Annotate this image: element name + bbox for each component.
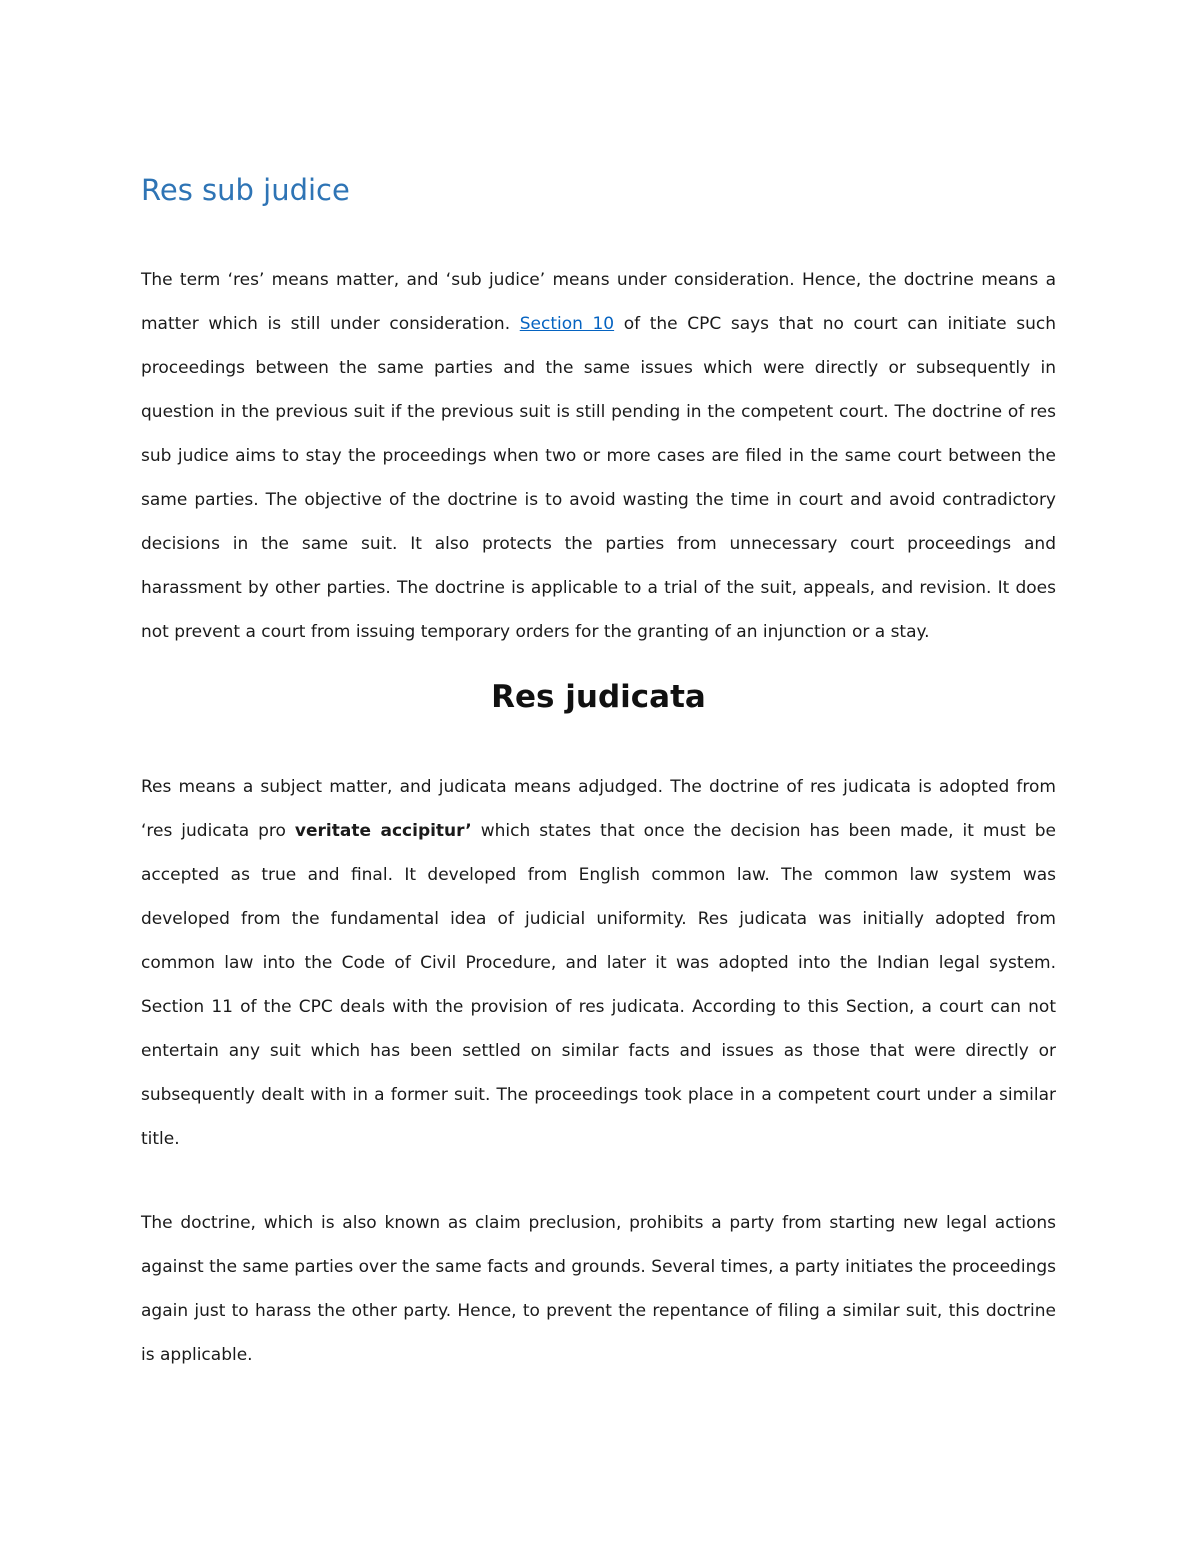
paragraph-text: which states that once the decision has been made, it must be accepted as true and final. It developed from English common law. The common law system was developed from the fundamental idea of judicial uniformity. Res judicata was initially adopted from common law into the Code of Civil Procedure, and later it was adopted into the Indian legal system. Section 11 of the CPC deals with the provision of res judicata. According to this Section, a court can not entertain any suit which has been settled on similar facts and issues as those that were directly or subsequently dealt with in a former suit. The proceedings took place in a competent court under a similar title. (141, 821, 1056, 1149)
paragraph-text: of the CPC says that no court can initiate such proceedings between the same parties and the same issues which were directly or subsequently in question in the previous suit if the previous suit is still pending in the competent court. The doctrine of res sub judice aims to stay the proceedings when two or more cases are filed in the same court between the same parties. The objective of the doctrine is to avoid wasting the time in court and avoid contradictory decisions in the same suit. It also protects the parties from unnecessary court proceedings and harassment by other parties. The doctrine is applicable to a trial of the suit, appeals, and revision. It does not prevent a court from issuing temporary orders for the granting of an injunction or a stay. (141, 314, 1056, 642)
bold-latin-phrase: veritate accipitur’ (294, 821, 472, 841)
paragraph-claim-preclusion: The doctrine, which is also known as claim preclusion, prohibits a party from starting new legal actions against the same parties over the same facts and grounds. Several times, a party initiates the proceedings again just to harass the other party. Hence, to prevent the repentance of filing a similar suit, this doctrine is applicable. (141, 1213, 1056, 1365)
paragraph-res-judicata (141, 765, 1056, 1161)
paragraph-text: The term ‘res’ means matter, and ‘sub judice’ means under consideration. Hence, the doctrine means a matter which is still under consideration. (141, 270, 1056, 334)
section-10-link[interactable]: Section 10 (519, 314, 615, 334)
paragraph-res-sub-judice (141, 258, 1056, 654)
heading-res-judicata: Res judicata (491, 679, 706, 715)
paragraph-text: Res means a subject matter, and judicata means adjudged. The doctrine of res judicata is adopted from ‘res judicata pro (141, 777, 1056, 841)
heading-res-sub-judice: Res sub judice (141, 173, 350, 207)
